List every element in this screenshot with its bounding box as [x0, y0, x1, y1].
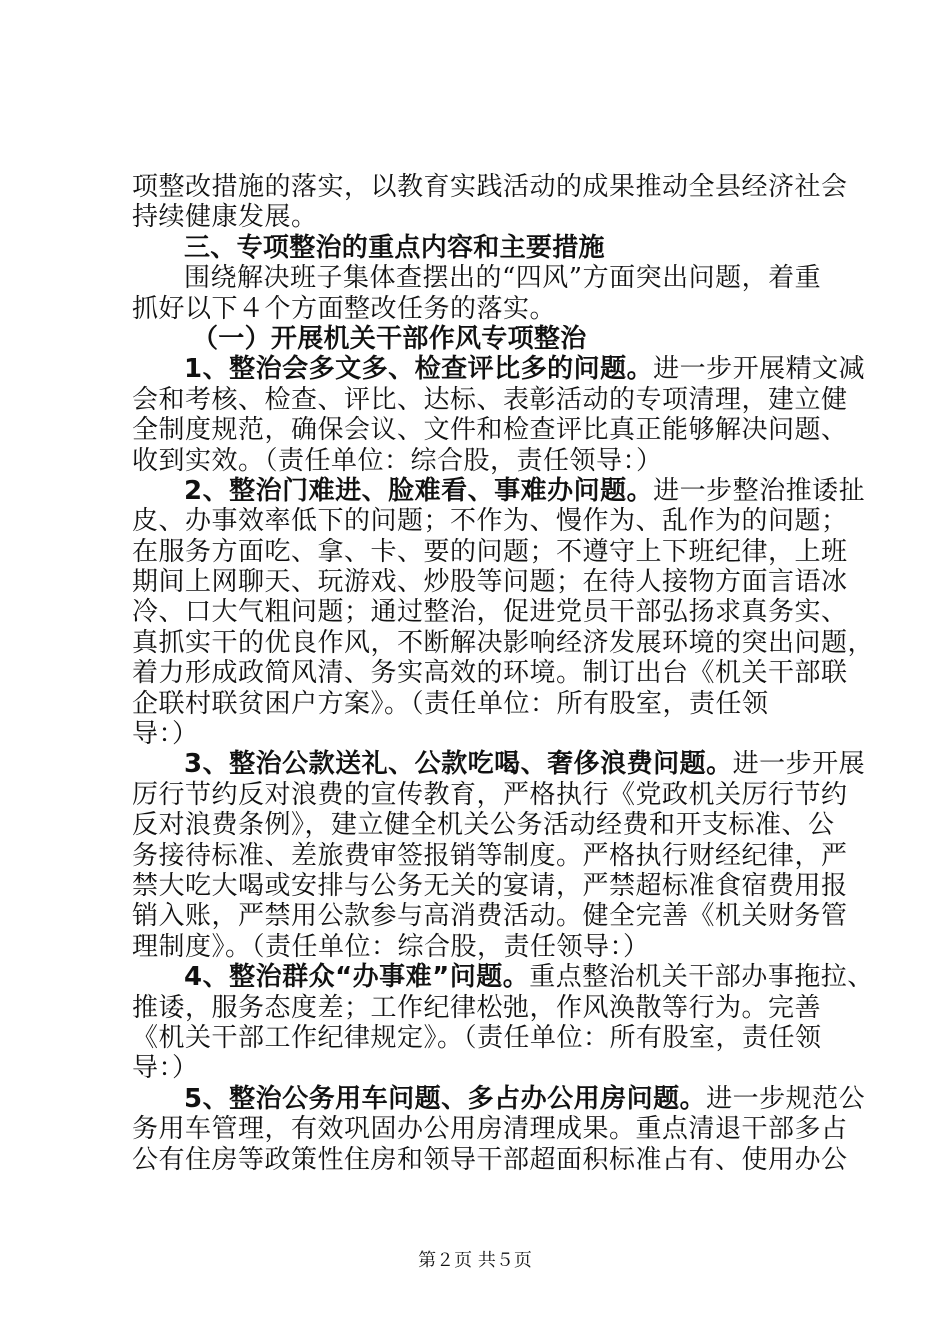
body-text-line: 皮、办事效率低下的问题；不作为、慢作为、乱作为的问题；	[132, 506, 848, 537]
item-first-line	[132, 749, 866, 780]
body-text-line: 务接待标准、差旅费审签报销等制度。严格执行财经纪律，严	[132, 840, 848, 871]
document-body	[132, 172, 875, 1175]
item-text: 进一步开展精文减	[653, 354, 866, 385]
body-text-line: 务用车管理，有效巩固办公用房清理成果。重点清退干部多占	[132, 1114, 848, 1145]
body-text-line: 导：）	[132, 1053, 199, 1084]
body-text-line: 反对浪费条例》，建立健全机关公务活动经费和开支标准、公	[132, 810, 835, 841]
body-text-line: 理制度》。（责任单位：综合股，责任领导：）	[132, 931, 650, 962]
item-first-line	[132, 475, 866, 506]
body-text-line: 禁大吃大喝或安排与公务无关的宴请，严禁超标准食宿费用报	[132, 870, 848, 901]
item-lead: 2、整治门难进、脸难看、事难办问题。	[184, 475, 654, 506]
subsection-heading: （一）开展机关干部作风专项整治	[192, 323, 587, 354]
item-text: 重点整治机关干部办事拖拉、	[529, 962, 874, 993]
body-text-line: 收到实效。（责任单位：综合股，责任领导：）	[132, 445, 663, 476]
body-text-line: 厉行节约反对浪费的宣传教育，严格执行《党政机关厉行节约	[132, 779, 848, 810]
item-lead: 1、整治会多文多、检查评比多的问题。	[184, 354, 654, 385]
item-first-line	[132, 1083, 866, 1114]
body-text-line: 冷、口大气粗问题；通过整治，促进党员干部弘扬求真务实、	[132, 597, 848, 628]
body-text-line: 真抓实干的优良作风，不断解决影响经济发展环境的突出问题，	[132, 627, 875, 658]
body-text-line: 持续健康发展。	[132, 202, 318, 233]
body-text-line: 推诿，服务态度差；工作纪律松弛，作风涣散等行为。完善	[132, 992, 822, 1023]
page-footer: 第２页 共５页	[418, 1250, 532, 1271]
body-text-line: 项整改措施的落实，以教育实践活动的成果推动全县经济社会	[132, 172, 848, 202]
body-text-line: 《机关干部工作纪律规定》。（责任单位：所有股室，责任领	[132, 1022, 822, 1053]
item-lead: 4、整治群众“办事难”问题。	[184, 962, 530, 993]
item-text: 进一步规范公	[706, 1083, 866, 1114]
body-text-line: 着力形成政简风清、务实高效的环境。制订出台《机关干部联	[132, 658, 848, 689]
body-text-line: 围绕解决班子集体查摆出的“四风”方面突出问题，着重	[184, 263, 822, 294]
item-first-line	[132, 962, 874, 993]
body-text-line: 在服务方面吃、拿、卡、要的问题；不遵守上下班纪律，上班	[132, 536, 848, 567]
body-text-line: 全制度规范，确保会议、文件和检查评比真正能够解决问题、	[132, 415, 848, 446]
body-text-line: 企联村联贫困户方案》。（责任单位：所有股室，责任领	[132, 688, 769, 719]
item-lead: 3、整治公款送礼、公款吃喝、奢侈浪费问题。	[184, 749, 733, 780]
body-text-line: 抓好以下４个方面整改任务的落实。	[132, 293, 557, 324]
body-text-line: 公有住房等政策性住房和领导干部超面积标准占有、使用办公	[132, 1144, 848, 1175]
item-text: 进一步开展	[732, 749, 866, 780]
section-heading: 三、专项整治的重点内容和主要措施	[184, 232, 605, 263]
item-text: 进一步整治推诿扯	[653, 475, 866, 506]
item-first-line	[132, 354, 866, 385]
item-lead: 5、整治公务用车问题、多占办公用房问题。	[184, 1083, 707, 1114]
body-text-line: 销入账，严禁用公款参与高消费活动。健全完善《机关财务管	[132, 901, 848, 932]
body-text-line: 期间上网聊天、玩游戏、炒股等问题；在待人接物方面言语冰	[132, 567, 848, 598]
body-text-line: 导：）	[132, 719, 199, 750]
body-text-line: 会和考核、检查、评比、达标、表彰活动的专项清理，建立健	[132, 384, 848, 415]
